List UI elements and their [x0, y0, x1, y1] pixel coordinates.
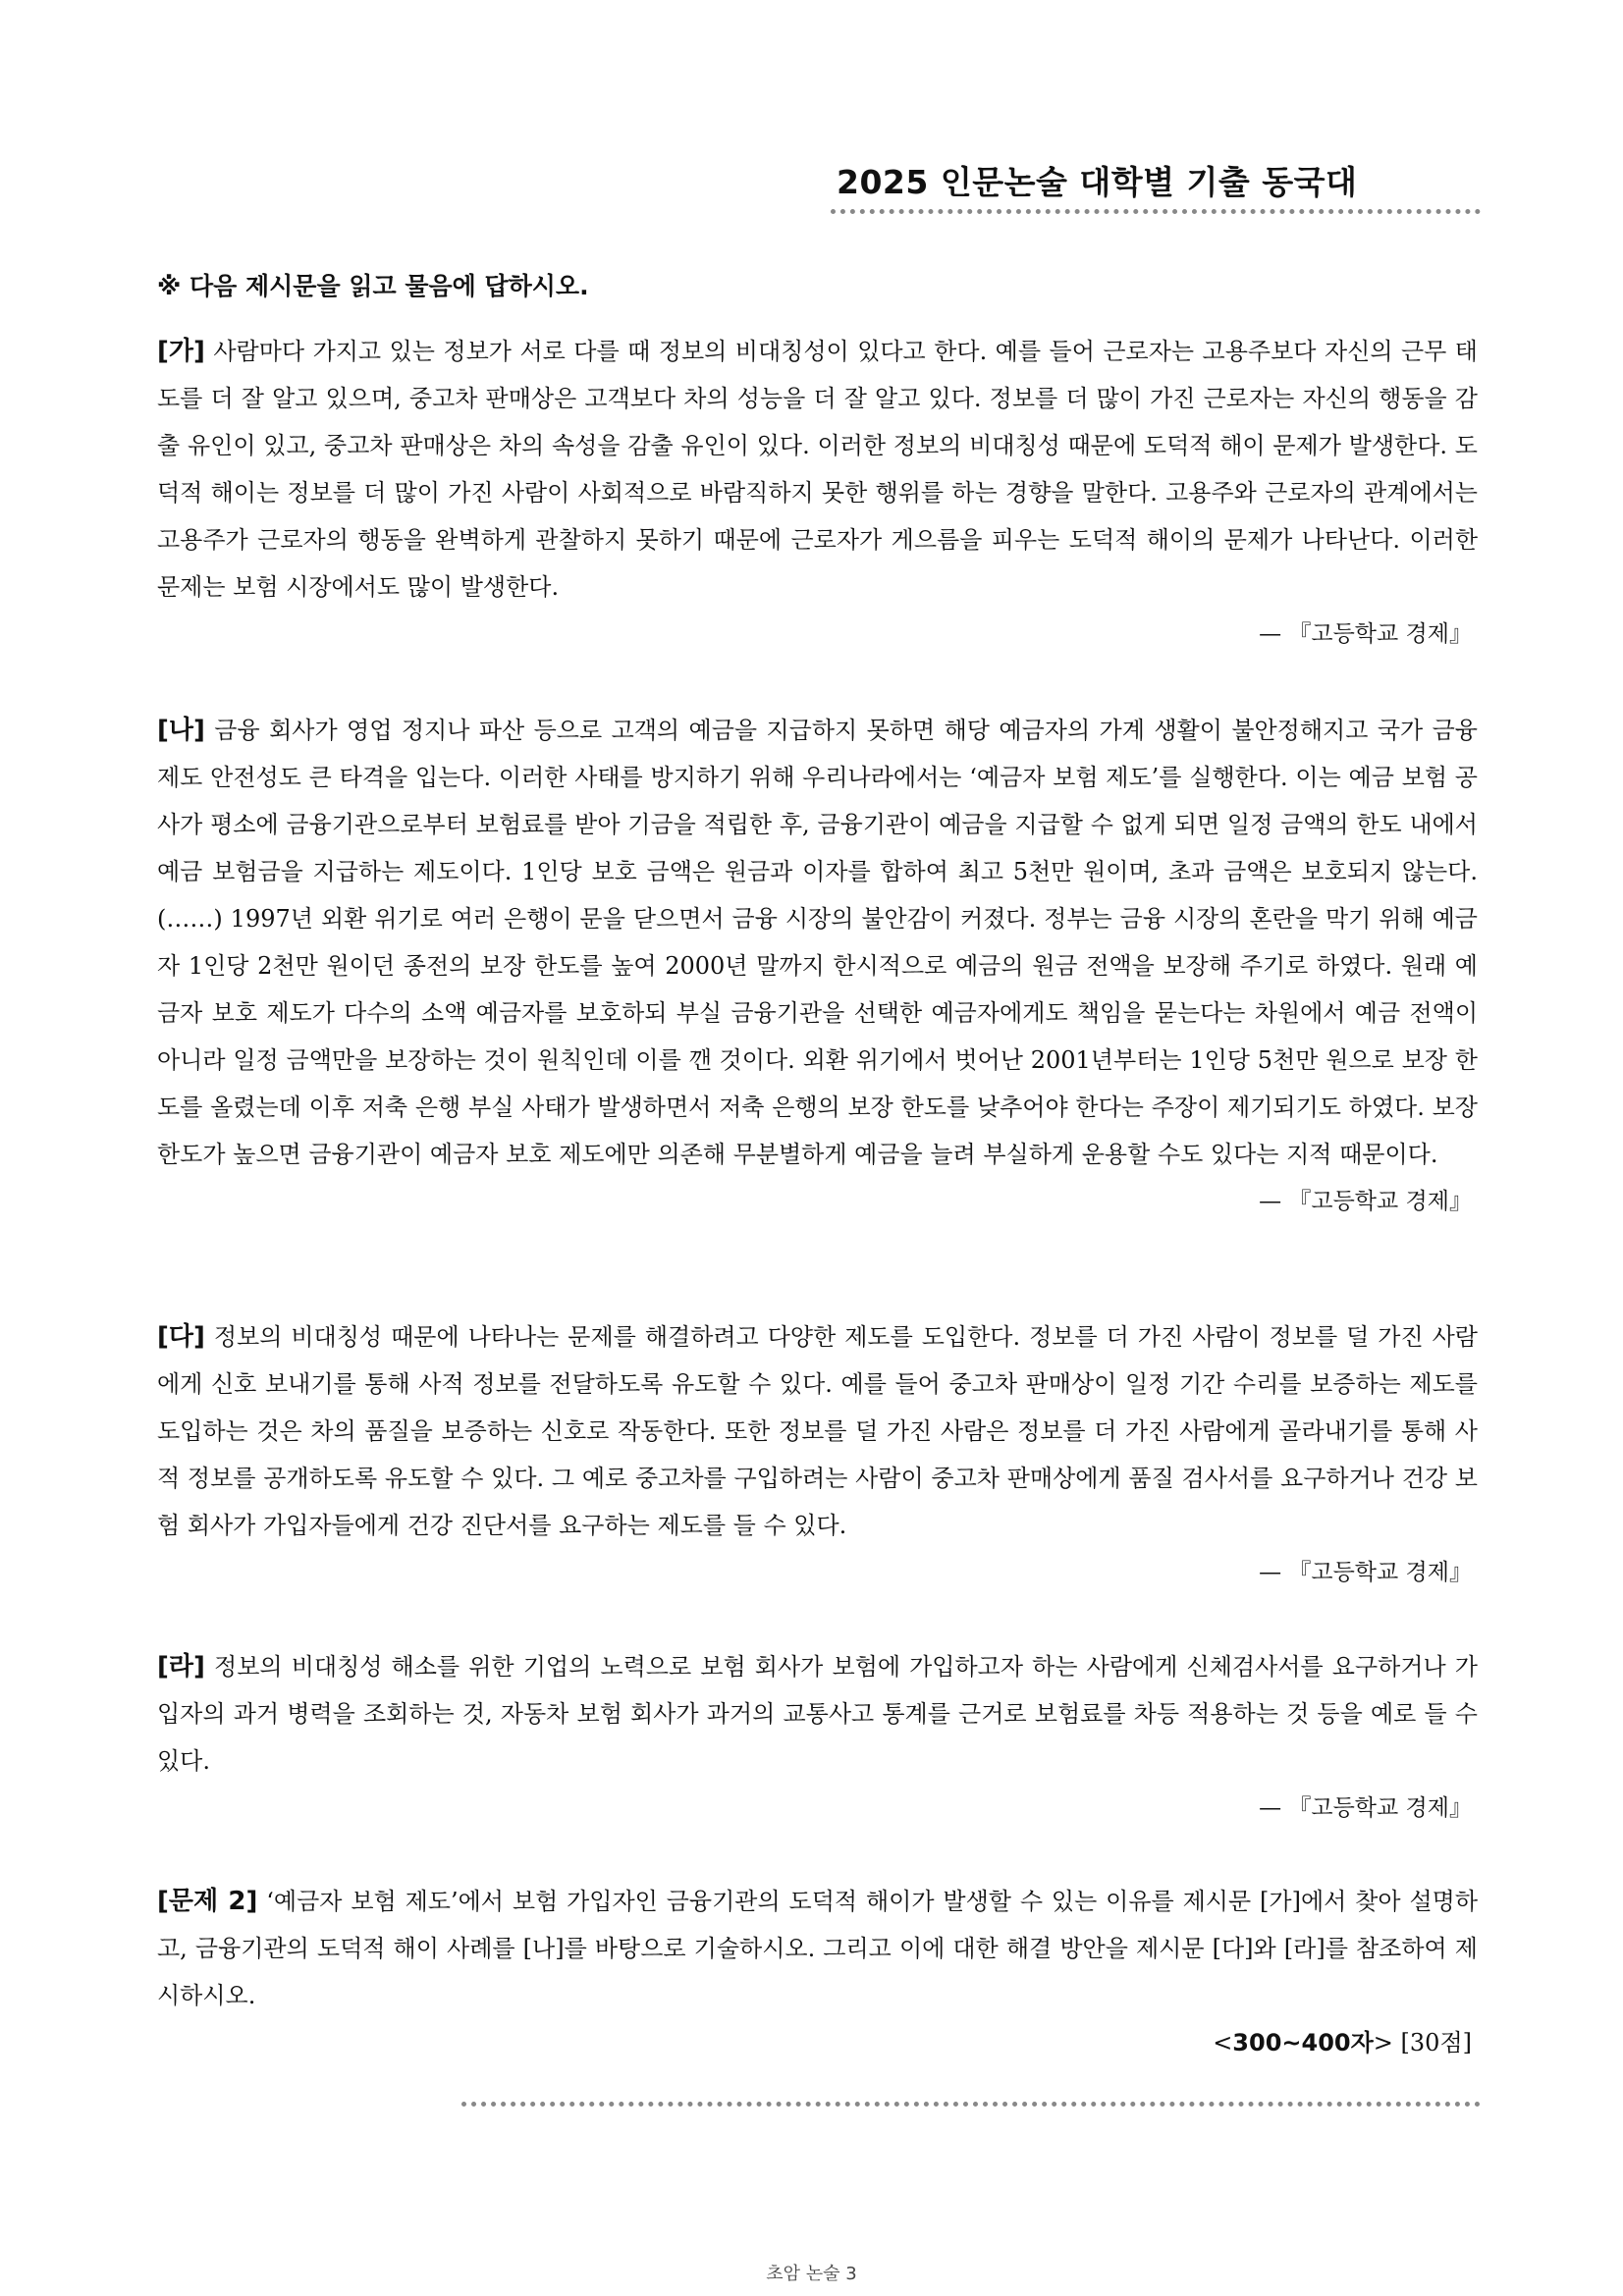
passage-text: 사람마다 가지고 있는 정보가 서로 다를 때 정보의 비대칭성이 있다고 한다. 예를 들어 근로자는 고용주보다 자신의 근무 태도를 더 잘 알고 있으며, 중고차 판매상은 고객보다 차의 성능을 더 잘 알고 있다. 정보를 더 많이 가진 근로자는 자신의 행동을 감출 유인이 있고, 중고차 판매상은 차의 속성을 감출 유인이 있다. 이러한 정보의 비대칭성 때문에 도덕적 해이 문제가 발생한다. 도덕적 해이는 정보를 더 많이 가진 사람이 사회적으로 바람직하지 못한 행위를 하는 경향을 말한다. 고용주와 근로자의 관계에서는 고용주가 근로자의 행동을 완벽하게 관찰하지 못하기 때문에 근로자가 게으름을 피우는 도덕적 해이의 문제가 나타난다. 이러한 문제는 보험 시장에서도 많이 발생한다. — [157, 338, 1478, 601]
question-2 — [157, 1878, 1478, 2066]
passage-na — [157, 707, 1478, 1225]
page-header — [831, 157, 1481, 214]
answer-dotted-rule — [461, 2102, 1481, 2107]
passage-body — [157, 1313, 1478, 1549]
passage-source: — 『고등학교 경제』 — [1259, 1189, 1472, 1214]
passage-text: 금융 회사가 영업 정지나 파산 등으로 고객의 예금을 지급하지 못하면 해당 예금자의 가계 생활이 불안정해지고 국가 금융 제도 안전성도 큰 타격을 입는다. 이러한 사태를 방지하기 위해 우리나라에서는 ‘예금자 보험 제도’를 실행한다. 이는 예금 보험 공사가 평소에 금융기관으로부터 보험료를 받아 기금을 적립한 후, 금융기관이 예금을 지급할 수 없게 되면 일정 금액의 한도 내에서 예금 보험금을 지급하는 제도이다. 1인당 보호 금액은 원금과 이자를 합하여 최고 5천만 원이며, 초과 금액은 보호되지 않는다. (……) 1997년 외환 위기로 여러 은행이 문을 닫으면서 금융 시장의 불안감이 커졌다. 정부는 금융 시장의 혼란을 막기 위해 예금자 1인당 2천만 원이던 종전의 보장 한도를 높여 2000년 말까지 한시적으로 예금의 원금 전액을 보장해 주기로 하였다. 원래 예금자 보호 제도가 다수의 소액 예금자를 보호하되 부실 금융기관을 선택한 예금자에게도 책임을 묻는다는 차원에서 예금 전액이 아니라 일정 금액만을 보장하는 것이 원칙인데 이를 깬 것이다. 외환 위기에서 벗어난 2001년부터는 1인당 5천만 원으로 보장 한도를 올렸는데 이후 저축 은행 부실 사태가 발생하면서 저축 은행의 보장 한도를 낮추어야 한다는 주장이 제기되기도 하였다. 보장 한도가 높으면 금융기관이 예금자 보호 제도에만 의존해 무분별하게 예금을 늘려 부실하게 운용할 수도 있다는 지적 때문이다. — [157, 717, 1478, 1168]
header-dotted-rule — [831, 209, 1481, 214]
passage-text: 정보의 비대칭성 해소를 위한 기업의 노력으로 보험 회사가 보험에 가입하고자 하는 사람에게 신체검사서를 요구하거나 가입자의 과거 병력을 조회하는 것, 자동차 보험 회사가 과거의 교통사고 통계를 근거로 보험료를 차등 적용하는 것 등을 예로 들 수 있다. — [157, 1653, 1478, 1775]
passage-marker: [나] — [157, 716, 205, 745]
question-body — [157, 1878, 1478, 2019]
question-marker: [문제 2] — [157, 1887, 258, 1916]
page-footer: 초암 논술 3 — [766, 2264, 857, 2284]
passage-ga — [157, 328, 1478, 658]
question-text: ‘예금자 보험 제도’에서 보험 가입자인 금융기관의 도덕적 해이가 발생할 수 있는 이유를 제시문 [가]에서 찾아 설명하고, 금융기관의 도덕적 해이 사례를 [나]를 바탕으로 기술하시오. 그리고 이에 대한 해결 방안을 제시문 [다]와 [라]를 참조하여 제시하시오. — [157, 1888, 1479, 2009]
page-title: 2025 인문논술 대학별 기출 동국대 — [837, 163, 1358, 201]
passage-da — [157, 1313, 1478, 1596]
passage-source: — 『고등학교 경제』 — [1259, 1795, 1472, 1821]
instruction: ※ 다음 제시문을 읽고 물음에 답하시오. — [157, 272, 589, 300]
question-points: [30점] — [1392, 2029, 1472, 2056]
passage-ra — [157, 1643, 1478, 1832]
passage-body — [157, 707, 1478, 1178]
passage-body — [157, 328, 1478, 611]
passage-body — [157, 1643, 1478, 1785]
passage-text: 정보의 비대칭성 때문에 나타나는 문제를 해결하려고 다양한 제도를 도입한다. 정보를 더 가진 사람이 정보를 덜 가진 사람에게 신호 보내기를 통해 사적 정보를 전달하도록 유도할 수 있다. 예를 들어 중고차 판매상이 일정 기간 수리를 보증하는 제도를 도입하는 것은 차의 품질을 보증하는 신호로 작동한다. 또한 정보를 덜 가진 사람은 정보를 더 가진 사람에게 골라내기를 통해 사적 정보를 공개하도록 유도할 수 있다. 그 예로 중고차를 구입하려는 사람이 중고차 판매상에게 품질 검사서를 요구하거나 건강 보험 회사가 가입자들에게 건강 진단서를 요구하는 제도를 들 수 있다. — [157, 1323, 1478, 1539]
answer-length-and-points: <300~400자> [30점] — [1213, 2029, 1472, 2056]
passage-marker: [라] — [157, 1652, 205, 1682]
passage-source: — 『고등학교 경제』 — [1259, 621, 1472, 647]
passage-source: — 『고등학교 경제』 — [1259, 1560, 1472, 1585]
passage-marker: [가] — [157, 337, 205, 366]
passage-marker: [다] — [157, 1322, 205, 1352]
answer-length: 300~400자 — [1232, 2029, 1374, 2056]
